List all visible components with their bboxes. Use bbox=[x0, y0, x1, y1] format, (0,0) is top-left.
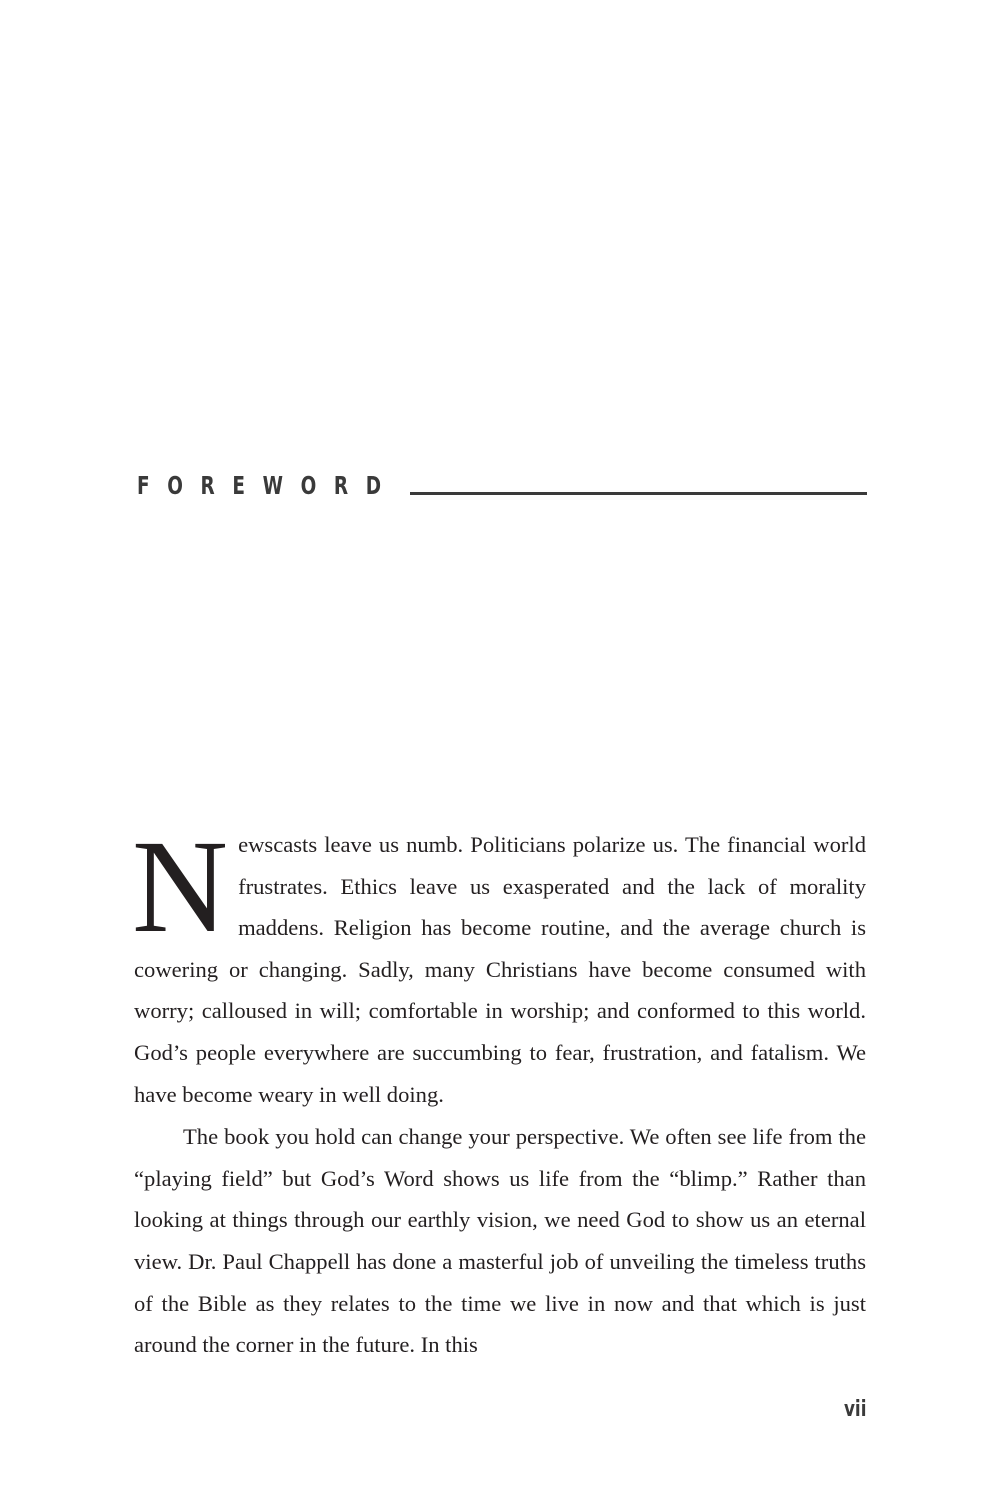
chapter-heading-row bbox=[137, 470, 867, 502]
paragraph-2: The book you hold can change your perspective. We often see life from the “playing field” but God’s Word shows us life from the “blimp.” Rather than looking at things through our earthly vision, we need God to show us an eternal view. Dr. Paul Chappell has done a masterful job of unveiling the timeless truths of the Bible as they relates to the time we live in now and that which is just around the corner in the future. In this bbox=[134, 1124, 866, 1358]
chapter-heading: FOREWORD bbox=[137, 471, 399, 500]
paragraph-1-text: ewscasts leave us numb. Politicians polarize us. The financial world frustrates. Ethics leave us exasperated and the lack of morality maddens. Religion has become routine, and the average church is cowering or changing. Sadly, many Christians have become consumed with worry; calloused in will; comfortable in worship; and conformed to this world. God’s people everywhere are succumbing to fear, frustration, and fatalism. We have become weary in well doing. bbox=[134, 832, 866, 1107]
drop-cap: N bbox=[132, 812, 229, 960]
page-number: vii bbox=[843, 1397, 866, 1422]
heading-rule bbox=[410, 492, 867, 495]
paragraph-1 bbox=[132, 812, 866, 1115]
body-text bbox=[132, 812, 866, 1366]
